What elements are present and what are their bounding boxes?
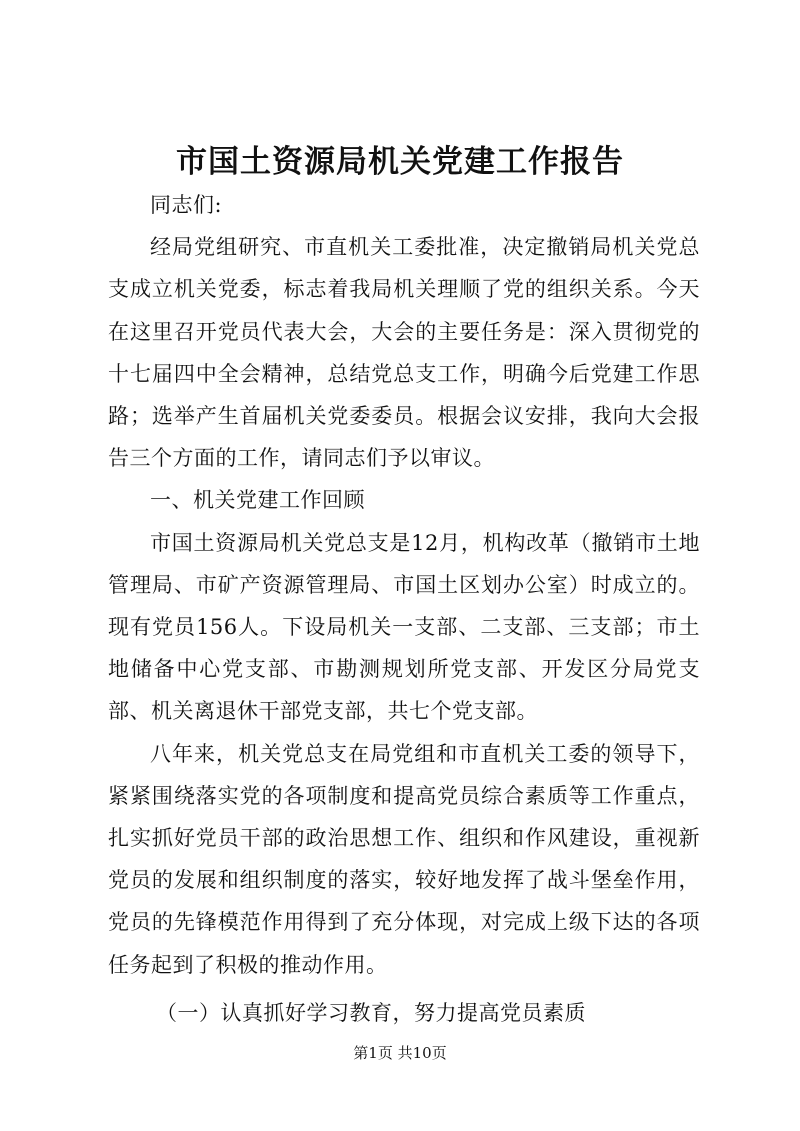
page-footer (0, 1043, 800, 1063)
page-number-label: 第1页 共10页 (353, 1044, 447, 1062)
salutation: 同志们: (150, 193, 223, 217)
paragraph: 市国土资源局机关党总支是12月，机构改革（撤销市土地管理局、市矿产资源管理局、市国土区划办公室）时成立的。现有党员156人。下设局机关一支部、二支部、三支部；市土地储备中心党支部、市勘测规划所党支部、开发区分局党支部、机关离退休干部党支部，共七个党支部。 (108, 530, 700, 724)
page-title: 市国土资源局机关党建工作报告 (176, 144, 624, 180)
paragraph: 八年来，机关党总支在局党组和市直机关工委的领导下，紧紧围绕落实党的各项制度和提高党员综合素质等工作重点，扎实抓好党员干部的政治思想工作、组织和作风建设，重视新党员的发展和组织制度的落实，较好地发挥了战斗堡垒作用，党员的先锋模范作用得到了充分体现，对完成上级下达的各项任务起到了积极的推动作用。 (108, 741, 700, 977)
subsection-heading: （一）认真抓好学习教育，努力提高党员素质 (156, 1000, 586, 1025)
section-heading: 一、机关党建工作回顾 (150, 488, 365, 513)
document-body (108, 184, 700, 1034)
paragraph: 经局党组研究、市直机关工委批准，决定撤销局机关党总支成立机关党委，标志着我局机关理顺了党的组织关系。今天在这里召开党员代表大会，大会的主要任务是：深入贯彻党的十七届四中全会精神，总结党总支工作，明确今后党建工作思路；选举产生首届机关党委委员。根据会议安排，我向大会报告三个方面的工作，请同志们予以审议。 (108, 235, 700, 471)
